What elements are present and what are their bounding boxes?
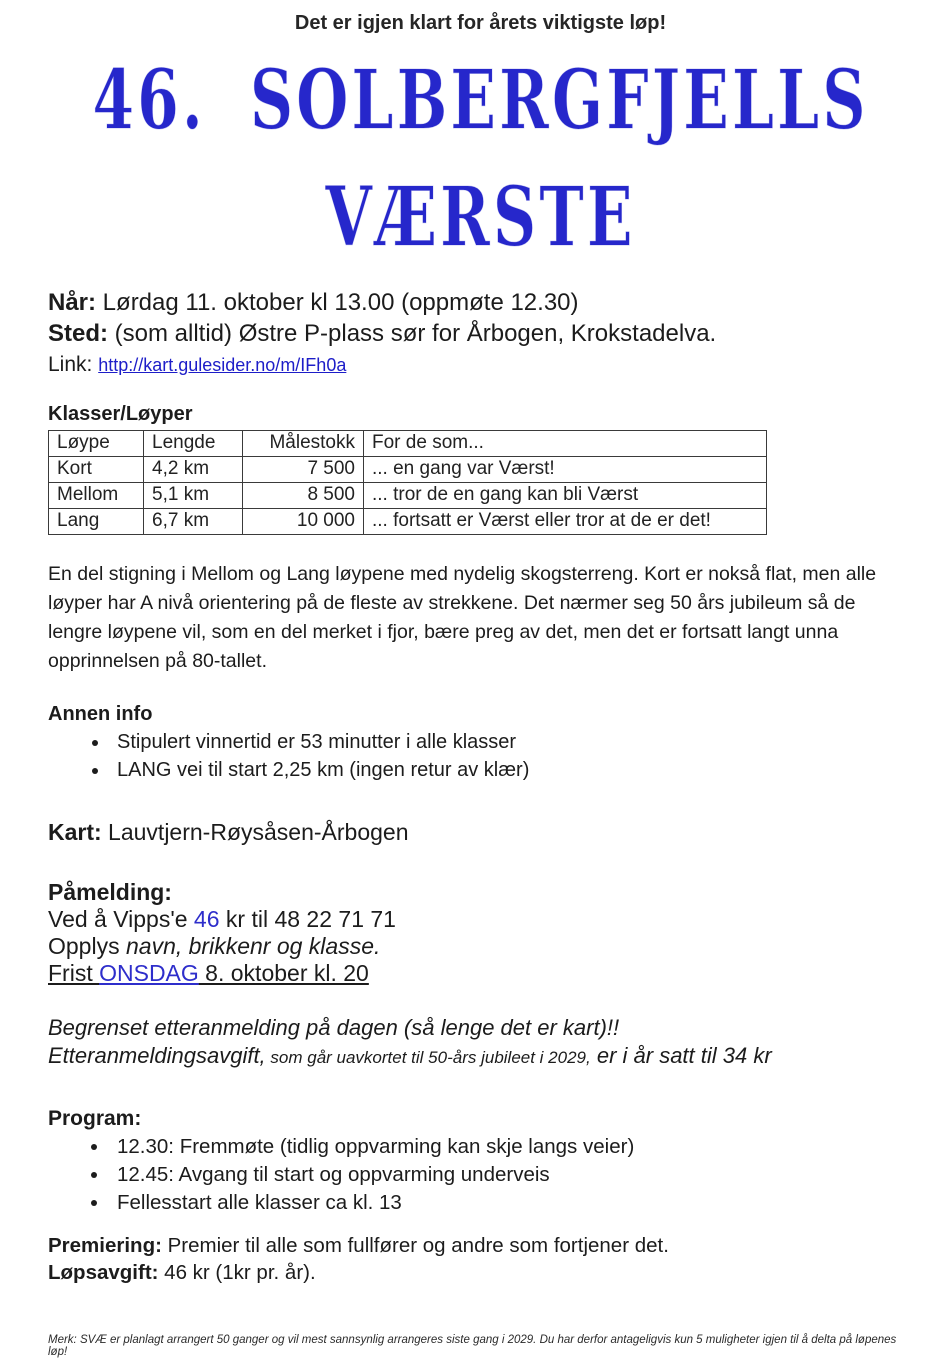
title-edition-number: 46. [92,52,206,149]
cell-description: ... fortsatt er Værst eller tror at de er det! [364,509,767,535]
other-info-heading: Annen info [48,703,153,725]
list-item: • 12.30: Fremmøte (tidlig oppvarming kan skje langs veier) [110,1133,913,1161]
table-row [49,509,767,535]
when-label: Når: [48,289,97,316]
cell-scale: 7 500 [243,457,364,483]
table-header-row [49,431,767,457]
classes-heading: Klasser/Løyper [48,403,193,425]
vipps-amount: 46 [193,906,220,932]
link-line [48,353,913,377]
map-value: Lauvtjern-Røysåsen-Årbogen [101,819,409,845]
title-word-solbergfjells: SOLBERGFJELLS [249,52,869,149]
list-item: • Fellesstart alle klasser ca kl. 13 [110,1189,913,1217]
list-item: • 12.45: Avgang til start og oppvarming underveis [110,1161,913,1189]
cell-length: 4,2 km [144,457,243,483]
program-heading: Program: [48,1107,142,1130]
cell-description: ... en gang var Værst! [364,457,767,483]
where-label: Sted: [48,320,108,347]
title-word-vaerste: VÆRSTE [325,169,636,266]
link-label: Link: [48,353,99,376]
cell-course-name: Kort [49,457,144,483]
disclose-line [48,933,913,960]
vipps-line [48,906,913,933]
cell-scale: 10 000 [243,509,364,535]
vipps-suffix: kr til 48 22 71 71 [219,906,396,932]
list-item: • Stipulert vinnertid er 53 minutter i alle klasser [110,728,913,756]
other-info-list [48,728,913,784]
vipps-prefix: Ved å Vipps'e [48,906,194,932]
fee-value: 46 kr (1kr pr. år). [158,1261,316,1284]
fee-line [48,1259,913,1286]
map-line [48,819,913,846]
title-line-2 [48,169,913,269]
title-line-1 [48,51,913,153]
col-header-length: Lengde [144,431,243,457]
map-link[interactable]: http://kart.gulesider.no/m/IFh0a [98,355,347,375]
list-item: • LANG vei til start 2,25 km (ingen retur av klær) [110,756,913,784]
document-page [0,12,929,1361]
deadline-line [48,960,913,987]
event-details [48,287,913,349]
cell-description: ... tror de en gang kan bli Værst [364,483,767,509]
fee-label: Løpsavgift: [48,1261,159,1284]
cell-scale: 8 500 [243,483,364,509]
where-line [48,318,913,349]
cell-course-name: Lang [49,509,144,535]
event-title [48,51,913,269]
col-header-description: For de som... [364,431,767,457]
classes-table [48,430,767,535]
deadline-prefix: Frist [48,960,100,986]
late-reg-line-2 [48,1042,913,1072]
deadline-day-link[interactable]: ONSDAG [99,960,199,986]
col-header-course: Løype [49,431,144,457]
awards-label: Premiering: [48,1234,162,1257]
cell-length: 5,1 km [144,483,243,509]
cell-length: 6,7 km [144,509,243,535]
map-label: Kart: [48,819,102,845]
awards-value: Premier til alle som fullfører og andre som fortjener det. [161,1234,669,1257]
cell-course-name: Mellom [49,483,144,509]
footer-note: Merk: SVÆ er planlagt arrangert 50 ganger og vil mest sannsynlig arrangeres siste gang i 2029. Du har derfor antageligvis kun 5 muligheter igjen til å delta på løpenes løp! [48,1334,897,1358]
when-value: Lørdag 11. oktober kl 13.00 (oppmøte 12.30) [96,289,579,316]
registration-heading: Påmelding: [48,879,172,905]
table-row [49,457,767,483]
when-line [48,287,913,318]
late-reg-line-1: Begrenset etteranmelding på dagen (så lenge det er kart)!! [48,1015,620,1040]
intro-banner: Det er igjen klart for årets viktigste løp! [294,12,667,34]
late-reg-end: er i år satt til 34 kr [590,1043,772,1068]
table-row [49,483,767,509]
disclose-fields: navn, brikkenr og klasse. [125,933,381,959]
deadline-suffix: 8. oktober kl. 20 [198,960,369,986]
col-header-scale: Målestokk [243,431,364,457]
late-reg-start: Etteranmeldingsavgift, [48,1043,266,1068]
description-paragraph: En del stigning i Mellom og Lang løypene med nydelig skogsterreng. Kort er nokså flat, men alle løyper har A nivå orientering på de fleste av strekkene. Det nærmer seg 50 års jubileum så de lengre løypene vil, som en del merket i fjor, bære preg av det, men det er fortsatt langt unna opprinnelsen på 80-tallet. [48,563,877,672]
disclose-prefix: Opplys [48,933,126,959]
awards-line [48,1232,913,1259]
program-list [48,1133,913,1217]
late-reg-small-note: som går uavkortet til 50-års jubileet i 2029, [265,1048,591,1067]
where-value: (som alltid) Østre P-plass sør for Årbogen, Krokstadelva. [108,320,717,347]
